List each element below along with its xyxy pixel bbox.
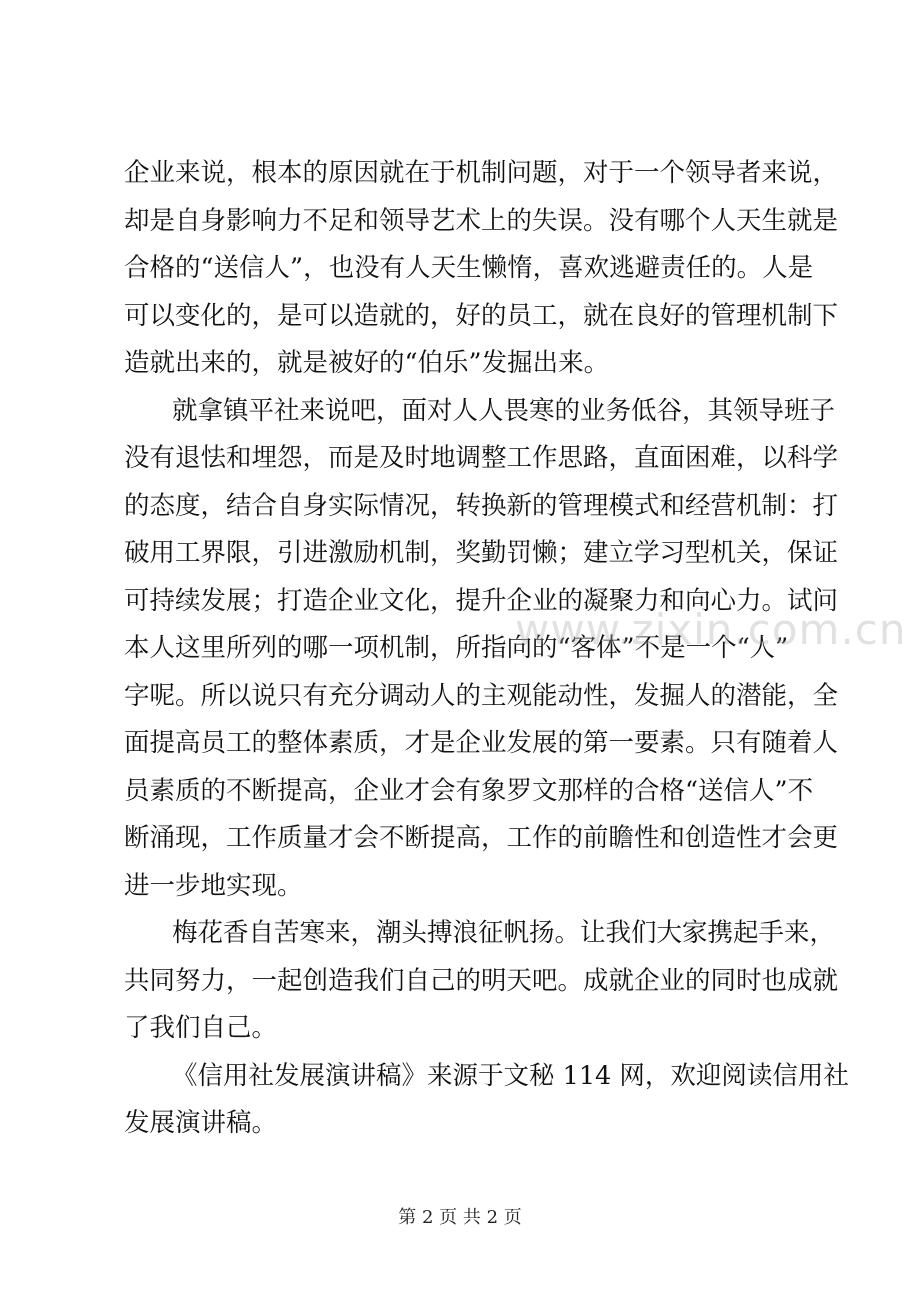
text-line: 造就出来的，就是被好的“伯乐”发掘出来。 (124, 348, 610, 378)
paragraph (124, 150, 839, 388)
text-line: 共同努力，一起创造我们自己的明天吧。成就企业的同时也成就 (124, 965, 839, 996)
text-line: 可以变化的，是可以造就的，好的员工，就在良好的管理机制下 (124, 300, 839, 331)
paragraph (124, 1053, 849, 1148)
text-line: 了我们自己。 (124, 1013, 278, 1043)
text-line: 企业来说，根本的原因就在于机制问题，对于一个领导者来说， (124, 158, 839, 188)
watermark: www.zixin.com.cn (515, 605, 907, 654)
paragraph (124, 910, 839, 1053)
page-footer: 第 2 页 共 2 页 (398, 1207, 522, 1228)
text-line: 断涌现，工作质量才会不断提高，工作的前瞻性和创造性才会更 (124, 823, 839, 853)
text-line: 面提高员工的整体素质，才是企业发展的第一要素。只有随着人 (124, 728, 839, 758)
text-line: 就拿镇平社来说吧，面对人人畏寒的业务低谷，其领导班子 (172, 395, 836, 426)
text-line: 发展演讲稿。 (124, 1108, 278, 1138)
text-line: 本人这里所列的哪一项机制，所指向的“客体”不是一个“人” (124, 633, 789, 663)
text-line: 进一步地实现。 (124, 870, 303, 901)
text-line: 合格的“送信人”，也没有人天生懒惰，喜欢逃避责任的。人是 (124, 253, 814, 283)
text-line: 破用工界限，引进激励机制，奖勤罚懒；建立学习型机关，保证 (124, 538, 839, 568)
text-line: 字呢。所以说只有充分调动人的主观能动性，发掘人的潜能，全 (124, 680, 839, 711)
text-line: 的态度，结合自身实际情况，转换新的管理模式和经营机制：打 (124, 490, 839, 521)
text-line: 可持续发展；打造企业文化，提升企业的凝聚力和向心力。试问 (124, 585, 839, 616)
text-line: 梅花香自苦寒来，潮头搏浪征帆扬。让我们大家携起手来， (172, 918, 836, 948)
text-line: 却是自身影响力不足和领导艺术上的失误。没有哪个人天生就是 (124, 205, 839, 236)
text-line: 没有退怯和埋怨，而是及时地调整工作思路，直面困难，以科学 (124, 443, 839, 473)
text-line: 《信用社发展演讲稿》来源于文秘 114 网，欢迎阅读信用社 (172, 1060, 849, 1091)
text-line: 员素质的不断提高，企业才会有象罗文那样的合格“送信人”不 (124, 775, 814, 806)
